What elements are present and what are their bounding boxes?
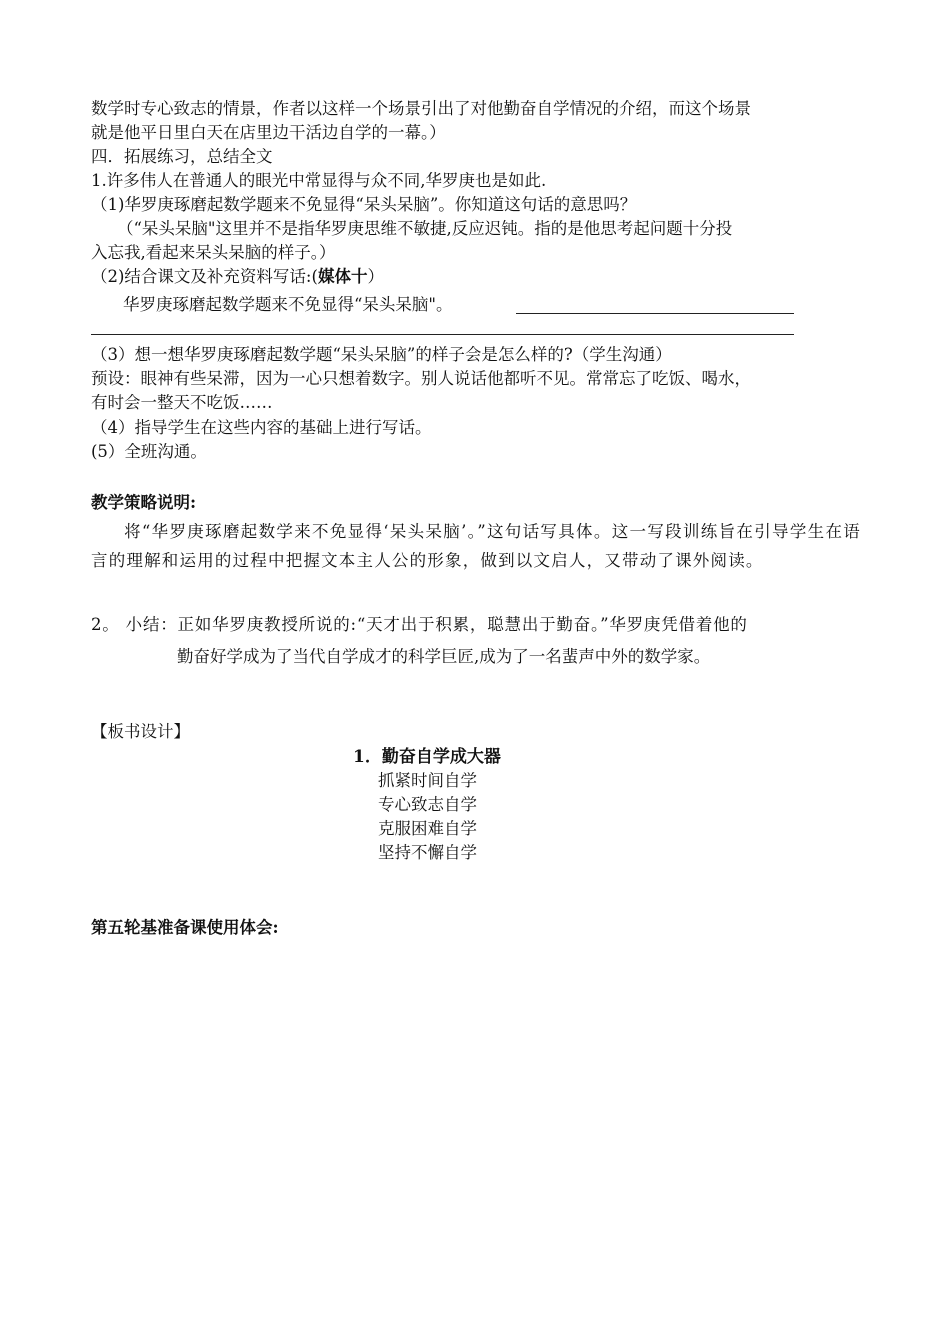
question-4: （4）指导学生在这些内容的基础上进行写话。 xyxy=(91,418,432,437)
board-item: 抓紧时间自学 xyxy=(378,771,477,790)
preset-line-2: 有时会一整天不吃饭…… xyxy=(91,393,273,412)
media-label: 媒体十 xyxy=(317,267,368,286)
strategy-heading: 教学策略说明: xyxy=(91,493,197,512)
board-item: 专心致志自学 xyxy=(378,795,477,814)
question-2-suffix: ） xyxy=(367,267,384,286)
strategy-text: 将“华罗庚琢磨起数学来不免显得‘呆头呆脑’。”这句话写具体。这一写段训练旨在引导学生在语言的理解和运用的过程中把握文本主人公的形象，做到以文启人，又带动了课外阅读。 xyxy=(91,522,861,570)
board-heading: 【板书设计】 xyxy=(91,722,190,741)
preset-line-1: 预设：眼神有些呆滞，因为一心只想着数字。别人说话他都听不见。常常忘了吃饭、喝水， xyxy=(91,369,751,388)
writing-blank-line-2 xyxy=(91,334,794,335)
question-1: （1)华罗庚琢磨起数学题来不免显得“呆头呆脑”。你知道这句话的意思吗？ xyxy=(91,195,637,214)
intro-line-2: 就是他平日里白天在店里边干活边自学的一幕。） xyxy=(91,123,446,142)
board-title: 1．勤奋自学成大器 xyxy=(353,747,501,767)
board-item: 克服困难自学 xyxy=(378,819,477,838)
intro-line-1: 数学时专心致志的情景，作者以这样一个场景引出了对他勤奋自学情况的介绍，而这个场景 xyxy=(91,99,751,118)
writing-blank-line-1 xyxy=(516,313,794,314)
strategy-paragraph xyxy=(91,517,861,575)
writing-prompt: 华罗庚琢磨起数学题来不免显得“呆头呆脑"。 xyxy=(123,295,453,314)
question-2-prefix: （2)结合课文及补充资料写话:( xyxy=(91,267,318,286)
section-heading: 四．拓展练习，总结全文 xyxy=(91,147,273,166)
reflection-heading: 第五轮基准备课使用体会: xyxy=(91,918,279,937)
board-item: 坚持不懈自学 xyxy=(378,843,477,862)
answer-1-line-1: （“呆头呆脑"这里并不是指华罗庚思维不敏捷,反应迟钝。指的是他思考起问题十分投 xyxy=(117,219,733,238)
question-3: （3）想一想华罗庚琢磨起数学题“呆头呆脑”的样子会是怎么样的?（学生沟通） xyxy=(91,345,672,364)
summary-line-1: 2。 小结：正如华罗庚教授所说的:“天才出于积累，聪慧出于勤奋。”华罗庚凭借着他的 xyxy=(91,615,748,634)
question-2 xyxy=(91,265,384,289)
answer-1-line-2: 入忘我,看起来呆头呆脑的样子。） xyxy=(91,243,336,262)
exercise-item-1: 1.许多伟人在普通人的眼光中常显得与众不同,华罗庚也是如此. xyxy=(91,171,547,190)
summary-line-2: 勤奋好学成为了当代自学成才的科学巨匠,成为了一名蜚声中外的数学家。 xyxy=(177,647,711,666)
question-5: (5）全班沟通。 xyxy=(91,442,207,461)
